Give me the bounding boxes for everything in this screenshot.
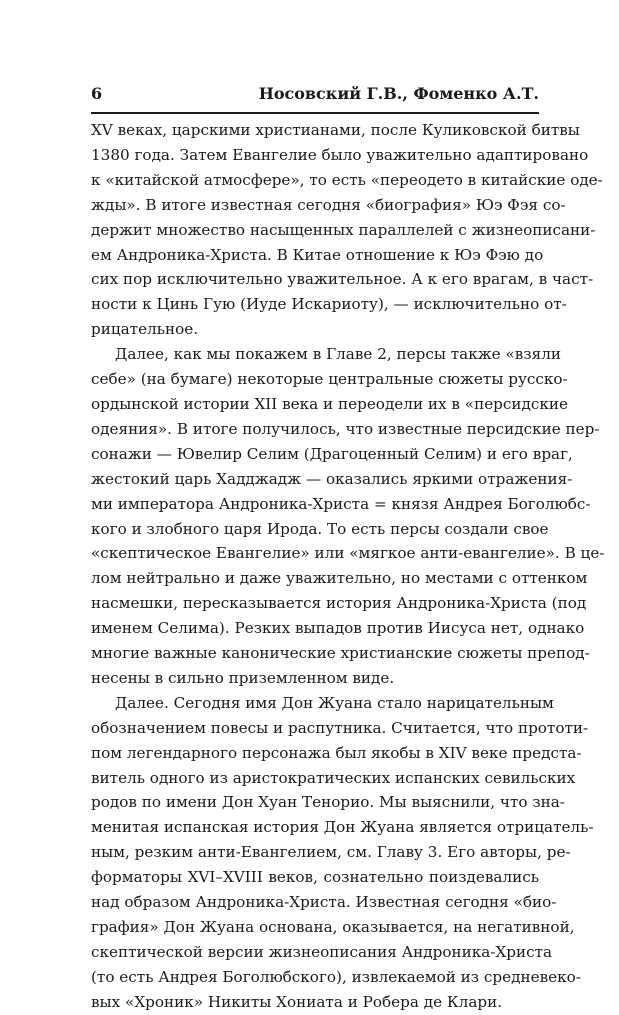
text-line: насмешки, пересказывается история Андроника-Христа (под — [91, 594, 587, 613]
text-line: жды». В итоге известная сегодня «биография» Юэ Фэя со- — [91, 195, 566, 214]
paragraph — [91, 342, 605, 691]
text-line: Далее. Сегодня имя Дон Жуана стало нарицательным — [115, 693, 554, 712]
header-rule — [91, 112, 539, 114]
text-line: ордынской истории XII века и переодели их в «персидские — [91, 394, 568, 413]
text-line: несены в сильно приземленном виде. — [91, 668, 395, 687]
text-line: 1380 года. Затем Евангелие было уважительно адаптировано — [91, 145, 589, 164]
body-text — [91, 118, 605, 1015]
text-line: менитая испанская история Дон Жуана является отрицатель- — [91, 818, 594, 837]
text-line: пом легендарного персонажа был якобы в XIV веке предста- — [91, 743, 582, 762]
text-line: «скептическое Евангелие» или «мягкое анти-евангелие». В це- — [91, 544, 605, 563]
text-line: витель одного из аристократических испанских севильских — [91, 768, 576, 787]
text-line: рицательное. — [91, 320, 199, 339]
text-line: графия» Дон Жуана основана, оказывается, на негативной, — [91, 918, 575, 936]
text-line: родов по имени Дон Хуан Тенорио. Мы выяснили, что зна- — [91, 793, 565, 812]
page-number: 6 — [91, 84, 103, 103]
text-line: одеяния». В итоге получилось, что известные персидские пер- — [91, 419, 600, 438]
text-line: вых «Хроник» Никиты Хониата и Робера де Клари. — [91, 992, 503, 1011]
text-line: жестокий царь Хадджадж — оказались яркими отражения- — [91, 469, 573, 488]
text-line: к «китайской атмосфере», то есть «переодето в китайские оде- — [91, 170, 603, 189]
text-line: ным, резким анти-Евангелием, см. Главу 3. Его авторы, ре- — [91, 843, 571, 862]
text-line: лом нейтрально и даже уважительно, но местами с оттенком — [91, 569, 588, 588]
running-header — [91, 84, 539, 103]
text-line: ем Андроника-Христа. В Китае отношение к Юэ Фэю до — [91, 245, 544, 264]
text-line: форматоры XVI–XVIII веков, сознательно поиздевались — [91, 868, 539, 887]
text-line: именем Селима). Резких выпадов против Иисуса нет, однако — [91, 619, 585, 638]
text-line: ми императора Андроника-Христа = князя Андрея Боголюбс- — [91, 494, 591, 513]
text-line: обозначением повесы и распутника. Считается, что прототи- — [91, 718, 589, 737]
paragraph — [91, 691, 594, 1015]
paragraph — [91, 118, 603, 342]
text-line: себе» (на бумаге) некоторые центральные сюжеты русско- — [91, 370, 568, 389]
text-line: держит множество насыщенных параллелей с жизнеописани- — [91, 220, 596, 239]
text-line: XV веках, царскими христианами, после Куликовской битвы — [91, 121, 580, 139]
text-line: кого и злобного царя Ирода. То есть персы создали свое — [91, 519, 549, 538]
text-line: скептической версии жизнеописания Андроника-Христа — [91, 942, 553, 961]
text-line: сих пор исключительно уважительное. А к его врагам, в част- — [91, 270, 594, 289]
running-title: Носовский Г.В., Фоменко А.Т. — [258, 84, 539, 103]
text-line: Далее, как мы покажем в Главе 2, персы также «взяли — [115, 345, 561, 364]
text-line: многие важные канонические христианские сюжеты препод- — [91, 644, 590, 663]
text-line: ности к Цинь Гую (Иуде Искариоту), — исключительно от- — [91, 295, 567, 314]
text-line: сонажи — Ювелир Селим (Драгоценный Селим) и его враг, — [91, 444, 573, 463]
text-line: над образом Андроника-Христа. Известная сегодня «био- — [91, 893, 557, 912]
text-line: (то есть Андрея Боголюбского), извлекаемой из средневеко- — [91, 967, 581, 986]
